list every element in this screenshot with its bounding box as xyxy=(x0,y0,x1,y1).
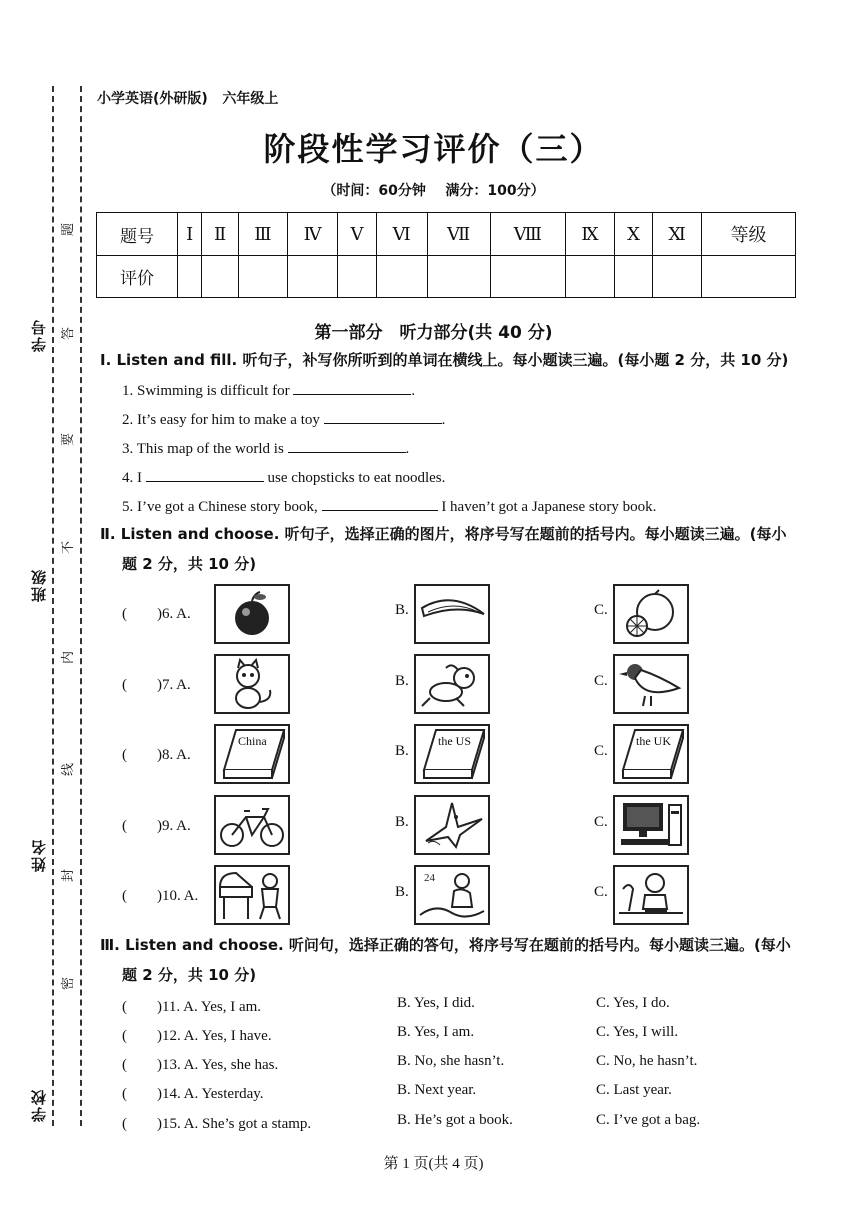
apple-picture[interactable] xyxy=(214,584,290,644)
score-table-col: Ⅱ xyxy=(202,213,239,256)
sec1-item: 4. I use chopsticks to eat noodles. xyxy=(122,467,445,487)
q10-c-label: C. xyxy=(594,884,608,900)
sec3-item-b: B. Next year. xyxy=(397,1082,477,1098)
seal-char: 密 xyxy=(61,976,77,991)
fill-blank[interactable] xyxy=(322,496,438,511)
q7-c-label: C. xyxy=(594,673,608,689)
sec3-item-c: C. I’ve got a bag. xyxy=(596,1112,701,1128)
q8-c-label: C. xyxy=(594,743,608,759)
seal-char: 不 xyxy=(61,540,77,555)
banana-icon xyxy=(416,586,488,642)
q6-c-label: C. xyxy=(594,602,608,618)
book-label-uk: the UK xyxy=(636,734,671,748)
painting-icon xyxy=(416,867,488,923)
uk-book-picture[interactable] xyxy=(613,724,689,784)
score-table xyxy=(96,212,796,298)
bird-icon xyxy=(615,656,687,712)
sec1-item: 1. Swimming is difficult for . xyxy=(122,380,415,400)
sec3-item-b: B. No, she hasn’t. xyxy=(397,1053,505,1069)
score-table-row-label: 题号 xyxy=(97,213,178,256)
fill-blank[interactable] xyxy=(288,438,406,453)
score-cell[interactable] xyxy=(338,256,376,298)
sec3-item-c: C. Last year. xyxy=(596,1082,672,1098)
seal-char: 线 xyxy=(61,762,77,777)
fill-blank[interactable] xyxy=(324,409,442,424)
sec3-item-b: B. He’s got a book. xyxy=(397,1112,513,1128)
fill-blank[interactable] xyxy=(146,467,264,482)
score-table-col: Ⅳ xyxy=(287,213,337,256)
q6-b-label: B. xyxy=(395,602,409,618)
seal-char: 内 xyxy=(61,650,77,665)
score-table-header-row xyxy=(97,213,796,256)
sec3-item: ( )11. A. Yes, I am. xyxy=(122,999,262,1015)
score-table-col: Ⅰ xyxy=(178,213,202,256)
binding-line-outer xyxy=(52,86,54,1126)
q8-label: ( )8. A. xyxy=(122,747,191,763)
book-label-china: China xyxy=(238,734,267,748)
score-cell[interactable] xyxy=(202,256,239,298)
seal-char: 封 xyxy=(61,868,77,883)
score-table-col: Ⅸ xyxy=(565,213,614,256)
computer-icon xyxy=(615,797,687,853)
margin-label-student-id: 学号 xyxy=(30,318,48,352)
sec3-item: ( )14. A. Yesterday. xyxy=(122,1086,264,1102)
q9-c-label: C. xyxy=(594,814,608,830)
svg-text:24: 24 xyxy=(424,872,435,884)
score-cell[interactable] xyxy=(427,256,490,298)
score-table-col-grade: 等级 xyxy=(702,213,796,256)
dog-icon xyxy=(416,656,488,712)
cat-icon xyxy=(216,656,288,712)
sec1-instruction: Ⅰ. Listen and fill. 听句子，补写你所听到的单词在横线上。每小题读三遍。(每小题 2 分，共 10 分) xyxy=(100,351,789,369)
bicycle-icon xyxy=(216,797,288,853)
exam-subtitle: （时间：60分钟 满分：100分） xyxy=(322,183,545,199)
q6-label: ( )6. A. xyxy=(122,606,191,622)
score-table-col: Ⅴ xyxy=(338,213,376,256)
seal-char: 题 xyxy=(61,222,77,237)
score-table-col: Ⅶ xyxy=(427,213,490,256)
sec3-instruction-2: 题 2 分，共 10 分) xyxy=(122,966,257,984)
sec3-instruction-1: Ⅲ. Listen and choose. 听问句，选择正确的答句，将序号写在题前的括号内。每小题读三遍。(每小 xyxy=(100,936,791,954)
sec3-item-c: C. Yes, I will. xyxy=(596,1024,679,1040)
plane-icon xyxy=(416,797,488,853)
computer-picture[interactable] xyxy=(613,795,689,855)
sec3-item-c: C. No, he hasn’t. xyxy=(596,1053,698,1069)
score-cell[interactable] xyxy=(238,256,287,298)
painting-picture[interactable] xyxy=(414,865,490,925)
q9-label: ( )9. A. xyxy=(122,818,191,834)
score-table-col: Ⅺ xyxy=(653,213,702,256)
q10-b-label: B. xyxy=(395,884,409,900)
sec2-instruction-1: Ⅱ. Listen and choose. 听句子，选择正确的图片，将序号写在题前的括号内。每小题读三遍。(每小 xyxy=(100,525,787,543)
sec1-item: 3. This map of the world is . xyxy=(122,438,409,458)
score-cell[interactable] xyxy=(376,256,427,298)
score-table-row-label: 评价 xyxy=(97,256,178,298)
bird-picture[interactable] xyxy=(613,654,689,714)
reading-icon xyxy=(615,867,687,923)
part1-title: 第一部分 听力部分(共 40 分) xyxy=(314,323,553,343)
q8-b-label: B. xyxy=(395,743,409,759)
sec1-item: 5. I’ve got a Chinese story book, I haven’t got a Japanese story book. xyxy=(122,496,656,516)
margin-label-school: 学校 xyxy=(30,1088,48,1122)
piano-icon xyxy=(216,867,288,923)
dog-picture[interactable] xyxy=(414,654,490,714)
seal-char: 要 xyxy=(61,432,77,447)
score-cell[interactable] xyxy=(565,256,614,298)
bicycle-picture[interactable] xyxy=(214,795,290,855)
q9-b-label: B. xyxy=(395,814,409,830)
score-table-col: Ⅷ xyxy=(490,213,565,256)
sec3-item-b: B. Yes, I am. xyxy=(397,1024,475,1040)
score-table-eval-row xyxy=(97,256,796,298)
sec1-item: 2. It’s easy for him to make a toy . xyxy=(122,409,445,429)
banana-picture[interactable] xyxy=(414,584,490,644)
sec3-item: ( )12. A. Yes, I have. xyxy=(122,1028,272,1044)
score-cell[interactable] xyxy=(653,256,702,298)
piano-picture[interactable] xyxy=(214,865,290,925)
sec3-item-b: B. Yes, I did. xyxy=(397,995,475,1011)
book-header: 小学英语(外研版) 六年级上 xyxy=(97,91,279,107)
china-book-picture[interactable] xyxy=(214,724,290,784)
q10-label: ( )10. A. xyxy=(122,888,199,904)
score-cell[interactable] xyxy=(178,256,202,298)
apple-icon xyxy=(216,586,288,642)
sec3-item: ( )13. A. Yes, she has. xyxy=(122,1057,279,1073)
score-cell[interactable] xyxy=(614,256,652,298)
score-cell[interactable] xyxy=(287,256,337,298)
score-cell[interactable] xyxy=(490,256,565,298)
page-title: 阶段性学习评价（三） xyxy=(263,130,604,168)
binding-line-inner xyxy=(80,86,82,1126)
cat-picture[interactable] xyxy=(214,654,290,714)
margin-label-class: 班级 xyxy=(30,568,48,602)
page-footer: 第 1 页(共 4 页) xyxy=(383,1156,484,1172)
q7-label: ( )7. A. xyxy=(122,677,191,693)
sec3-item-c: C. Yes, I do. xyxy=(596,995,670,1011)
q7-b-label: B. xyxy=(395,673,409,689)
sec2-instruction-2: 题 2 分，共 10 分) xyxy=(122,555,257,573)
score-table-col: Ⅲ xyxy=(238,213,287,256)
orange-icon xyxy=(615,586,687,642)
score-cell[interactable] xyxy=(702,256,796,298)
us-book-picture[interactable] xyxy=(414,724,490,784)
book-label-us: the US xyxy=(438,734,471,748)
margin-label-name: 姓名 xyxy=(30,838,48,872)
reading-picture[interactable] xyxy=(613,865,689,925)
plane-picture[interactable] xyxy=(414,795,490,855)
score-table-col: Ⅵ xyxy=(376,213,427,256)
sec3-item: ( )15. A. She’s got a stamp. xyxy=(122,1116,312,1132)
orange-picture[interactable] xyxy=(613,584,689,644)
seal-char: 答 xyxy=(61,326,77,341)
fill-blank[interactable] xyxy=(293,380,411,395)
score-table-col: Ⅹ xyxy=(614,213,652,256)
